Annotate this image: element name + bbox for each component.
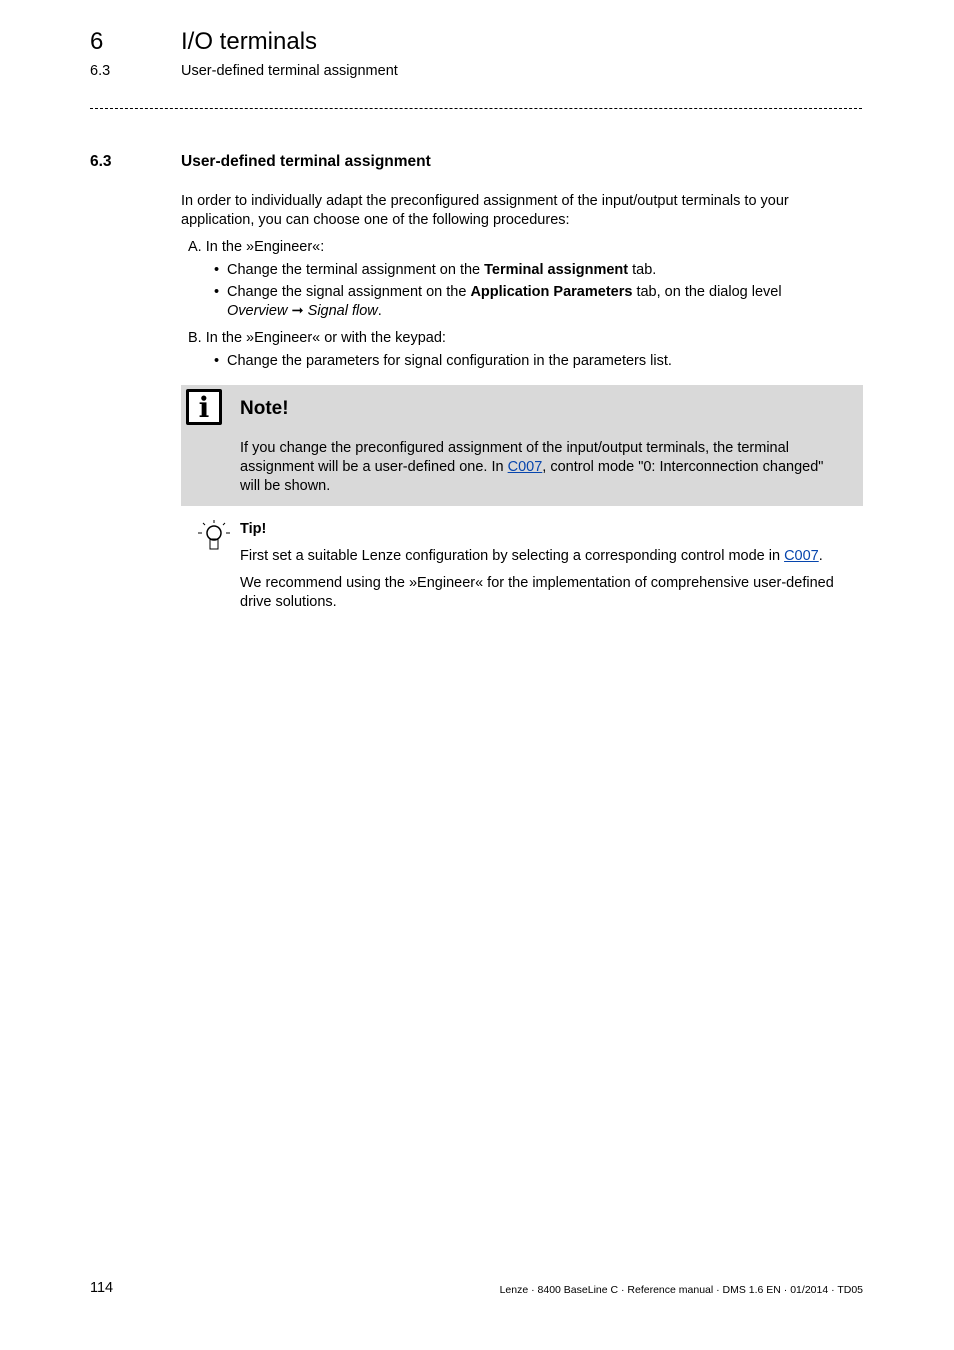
tip-box — [181, 520, 863, 612]
c007-link[interactable]: C007 — [507, 459, 543, 475]
chapter-title: I/O terminals — [181, 28, 318, 55]
list-item-b — [188, 329, 863, 348]
chapter-number: 6 — [90, 28, 104, 55]
text: , control mode "0: Interconnection changed" will be shown. — [240, 459, 824, 494]
list-text: In the »Engineer« or with the keypad: — [205, 330, 446, 346]
note-box — [181, 385, 863, 506]
c007-link[interactable]: C007 — [784, 548, 819, 564]
divider — [90, 108, 862, 109]
text: . — [818, 548, 823, 564]
intro-paragraph: In order to individually adapt the preconfigured assignment of the input/output terminals to your application, you can choose one of the following procedures: — [181, 193, 789, 228]
section-heading: User-defined terminal assignment — [181, 153, 431, 170]
bullet-item: • Change the parameters for signal configuration in the parameters list. — [214, 353, 672, 369]
text: Change the signal assignment on the — [227, 284, 471, 300]
content — [181, 192, 863, 620]
bold-text: Terminal assignment — [484, 262, 629, 278]
tip-text-2: We recommend using the »Engineer« for the implementation of comprehensive user-defined drive solutions. — [240, 575, 834, 610]
bullet-item: • Change the terminal assignment on the Terminal assignment tab. — [214, 262, 657, 278]
text: . — [377, 303, 382, 319]
text: If you change the preconfigured assignment of the input/output terminals, the terminal assignment will be a user-defined one. In — [240, 440, 789, 475]
lightbulb-icon — [196, 518, 232, 554]
text: First set a suitable Lenze configuration by selecting a corresponding control mode in — [240, 548, 785, 564]
page-number: 114 — [90, 1280, 114, 1296]
note-text — [240, 439, 845, 496]
text: tab, on the dialog level — [632, 284, 782, 300]
section-number: 6.3 — [90, 153, 112, 170]
list-item-a — [188, 238, 863, 257]
text: Change the terminal assignment on the — [227, 262, 485, 278]
text: Change the parameters for signal configuration in the parameters list. — [227, 353, 672, 369]
tip-text-1 — [240, 547, 863, 566]
list-label: A. — [188, 239, 202, 255]
tip-title: Tip! — [240, 521, 267, 537]
footer-info: Lenze · 8400 BaseLine C · Reference manual · DMS 1.6 EN · 01/2014 · TD05 — [499, 1284, 863, 1296]
header-section-number: 6.3 — [90, 63, 111, 79]
list-label: B. — [188, 330, 202, 346]
bullet-item: • Change the signal assignment on the Application Parameters tab, on the dialog level Overview ➞ Signal flow. — [214, 284, 782, 319]
italic-text: Overview — [227, 303, 288, 319]
header-section-title: User-defined terminal assignment — [181, 63, 398, 79]
info-icon: i — [186, 389, 222, 425]
list-text: In the »Engineer«: — [205, 239, 325, 255]
text: tab. — [628, 262, 657, 278]
arrow-icon: ➞ — [291, 303, 304, 319]
bold-text: Application Parameters — [470, 284, 633, 300]
italic-text: Signal flow — [307, 303, 378, 319]
note-title: Note! — [240, 398, 289, 419]
